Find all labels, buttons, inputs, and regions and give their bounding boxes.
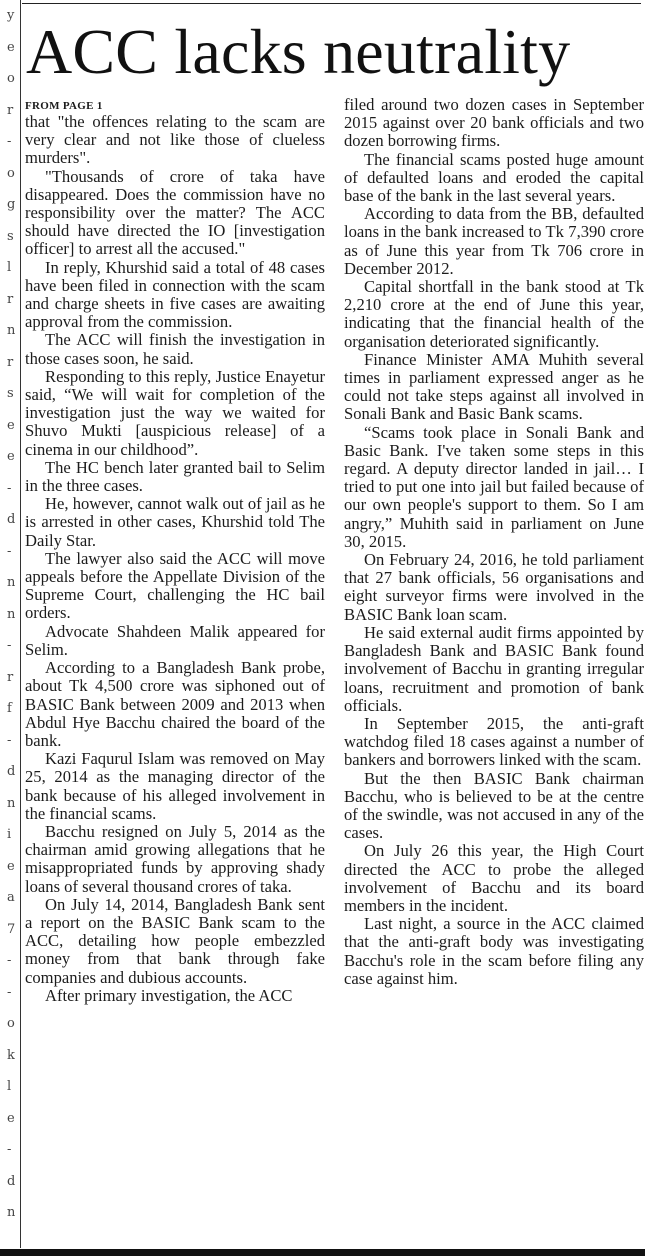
edge-fragment: r (7, 291, 14, 307)
edge-fragment: o (7, 71, 15, 86)
paragraph: "Thousands of crore of taka have disappeared. Does the commission have no responsibility over the matter? The ACC should have directed the IO [investigation officer] to arrest all the accused." (25, 166, 325, 259)
paragraph: On July 14, 2014, Bangladesh Bank sent a report on the BASIC Bank scam to the ACC, detailing how people embezzled money from that bank through fake companies and dubious accounts. (25, 894, 325, 987)
edge-fragment: i (7, 827, 12, 842)
edge-fragment: e (7, 39, 15, 55)
edge-fragment: n (7, 795, 16, 811)
edge-fragment: n (7, 575, 16, 590)
edge-fragment: s (7, 228, 14, 244)
edge-fragment: - (7, 134, 12, 149)
paragraph: Capital shortfall in the bank stood at Tk 2,210 crore at the end of June this year, indicating that the financial health of the organisation deteriorated significantly. (344, 277, 644, 351)
edge-fragment: e (7, 449, 15, 464)
paragraph: In September 2015, the anti-graft watchdog filed 18 cases against a number of bankers and borrowers linked with the scam. (344, 713, 644, 770)
adjacent-column-edge (0, 4, 18, 1246)
edge-fragment: e (7, 858, 15, 874)
edge-fragment: d (7, 512, 16, 527)
paragraph: After primary investigation, the ACC (45, 985, 293, 1005)
paragraph: Last night, a source in the ACC claimed that the anti-graft body was investigating Bacchu's role in the scam before filing any case against him. (344, 914, 644, 988)
paragraph: In reply, Khurshid said a total of 48 cases have been filed in connection with the scam and charge sheets in five cases are awaiting approval from the commission. (25, 257, 325, 332)
paragraph: According to data from the BB, defaulted loans in the bank increased to Tk 7,390 crore as of June this year from Tk 706 crore in December 2012. (344, 204, 644, 278)
paragraph: The financial scams posted huge amount of defaulted loans and eroded the capital base of the bank in the last several years. (344, 149, 644, 206)
edge-fragment: g (7, 197, 16, 212)
paragraph: But the then BASIC Bank chairman Bacchu, who is believed to be at the centre of the swindle, was not accused in any of the cases. (344, 768, 644, 843)
edge-fragment: e (7, 417, 15, 433)
edge-fragment: 7 (7, 921, 16, 937)
paragraph: On July 26 this year, the High Court directed the ACC to probe the alleged involvement of Bacchu and its board members in the incident. (344, 841, 644, 915)
article-column-right (344, 96, 644, 988)
from-page-label: FROM PAGE 1 (25, 100, 103, 112)
paragraph: Advocate Shahdeen Malik appeared for Selim. (25, 621, 325, 659)
article-column-left (25, 100, 325, 1005)
paragraph: Finance Minister AMA Muhith several times in parliament expressed anger as he could not take steps against all involved in Sonali Bank and Basic Bank scams. (344, 349, 644, 424)
paragraph: that "the offences relating to the scam are very clear and not like those of clueless murders". (25, 112, 325, 168)
paragraph: The ACC will finish the investigation in those cases soon, he said. (25, 330, 325, 368)
edge-fragment: r (7, 102, 14, 118)
edge-fragment: s (7, 386, 14, 401)
paragraph: The lawyer also said the ACC will move appeals before the Appellate Division of the Supreme Court, challenging the HC bail orders. (25, 548, 325, 623)
edge-fragment: y (7, 8, 15, 23)
edge-fragment: o (7, 165, 15, 181)
edge-fragment: d (7, 1173, 16, 1189)
edge-fragment: r (7, 669, 14, 685)
edge-fragment: d (7, 764, 16, 779)
edge-fragment: f (7, 701, 12, 716)
paragraph: On February 24, 2016, he told parliament that 27 bank officials, 56 organisations and eight surveyor firms were involved in the BASIC Bank loan scam. (344, 550, 644, 624)
paragraph: The HC bench later granted bail to Selim in the three cases. (25, 457, 325, 496)
top-rule (22, 3, 641, 4)
paragraph: Responding to this reply, Justice Enayetur said, “We will wait for completion of the investigation just the way we waited for Shuvo Mukti [auspicious release] of a cinema in our childhood”. (25, 366, 325, 459)
paragraph: According to a Bangladesh Bank probe, about Tk 4,500 crore was siphoned out of BASIC Bank between 2009 and 2013 when Abdul Hye Bacchu chaired the board of the bank. (25, 658, 325, 750)
edge-fragment: a (7, 890, 15, 905)
edge-fragment: l (7, 260, 12, 275)
edge-fragment: - (7, 953, 12, 968)
edge-fragment: r (7, 354, 14, 370)
edge-fragment: - (7, 1142, 12, 1157)
edge-fragment: - (7, 984, 12, 1000)
edge-fragment: n (7, 606, 16, 622)
column-gutter-rule (20, 0, 21, 1248)
edge-fragment: - (7, 480, 12, 496)
edge-fragment: - (7, 732, 12, 748)
edge-fragment: e (7, 1110, 15, 1126)
paragraph: He said external audit firms appointed by Bangladesh Bank and BASIC Bank found involvement of Bacchu in granting irregular loans, recruitment and promotion of bank officials. (344, 622, 644, 715)
paragraph: He, however, cannot walk out of jail as he is arrested in other cases, Khurshid told The Daily Star. (25, 494, 325, 550)
bottom-rule (0, 1249, 645, 1256)
paragraph: “Scams took place in Sonali Bank and Basic Bank. I've taken some steps in this regard. A deputy director landed in jail… I tried to put one into jail but failed because of our own people's support to them. So I am angry,” Muhith said in parliament on June 30, 2015. (344, 422, 644, 551)
edge-fragment: - (7, 638, 12, 653)
paragraph: Kazi Faqurul Islam was removed on May 25, 2014 as the managing director of the bank because of his alleged involvement in the financial scams. (25, 749, 325, 823)
edge-fragment: l (7, 1079, 12, 1094)
edge-fragment: n (7, 1205, 16, 1220)
edge-fragment: - (7, 543, 12, 559)
edge-fragment: k (7, 1047, 15, 1063)
edge-fragment: n (7, 323, 16, 338)
edge-fragment: o (7, 1016, 15, 1031)
headline: ACC lacks neutrality (26, 16, 571, 87)
paragraph: Bacchu resigned on July 5, 2014 as the chairman amid growing allegations that he misappropriated funds by approving shady loans of several thousand crores of taka. (25, 821, 325, 896)
paragraph: filed around two dozen cases in September 2015 against over 20 bank officials and two dozen borrowing firms. (344, 95, 644, 151)
